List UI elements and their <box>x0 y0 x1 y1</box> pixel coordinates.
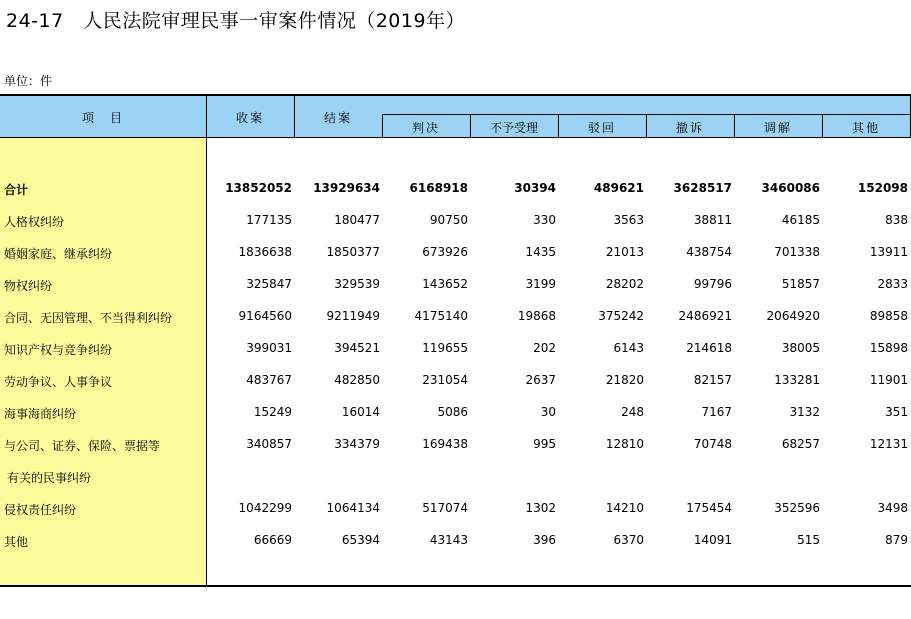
cell-value: 489621 <box>593 181 644 195</box>
unit-label: 单位：件 <box>4 74 53 88</box>
header-judgment: 判决 <box>411 121 440 135</box>
table-row <box>0 498 911 518</box>
cell-value: 51857 <box>781 277 820 291</box>
cell-value: 169438 <box>422 437 468 451</box>
cell-value: 1302 <box>525 501 556 515</box>
cell-value: 175454 <box>686 501 732 515</box>
cell-value: 70748 <box>693 437 732 451</box>
cell-value: 394521 <box>334 341 380 355</box>
cell-value: 3628517 <box>673 181 732 195</box>
cell-value: 65394 <box>341 533 380 547</box>
cell-value: 15898 <box>869 341 908 355</box>
cell-value: 13929634 <box>313 181 380 195</box>
header-mediation: 调解 <box>763 121 792 135</box>
cell-value: 329539 <box>334 277 380 291</box>
cell-value: 1850377 <box>326 245 380 259</box>
cell-value: 3460086 <box>761 181 820 195</box>
cell-value: 43143 <box>429 533 468 547</box>
cell-value: 5086 <box>437 405 468 419</box>
cell-value: 9164560 <box>238 309 292 323</box>
cell-value: 1435 <box>525 245 556 259</box>
cell-value: 6143 <box>613 341 644 355</box>
row-label: 合同、无因管理、不当得利纠纷 <box>4 311 173 325</box>
cell-value: 3132 <box>789 405 820 419</box>
cell-value: 99796 <box>693 277 732 291</box>
cell-value: 19868 <box>517 309 556 323</box>
cell-value: 16014 <box>341 405 380 419</box>
cell-value: 1836638 <box>238 245 292 259</box>
cell-value: 351 <box>885 405 908 419</box>
header-accepted: 收案 <box>235 111 264 125</box>
cell-value: 2486921 <box>678 309 732 323</box>
table-row <box>0 274 911 294</box>
cell-value: 133281 <box>774 373 820 387</box>
cell-value: 325847 <box>246 277 292 291</box>
cell-value: 89858 <box>869 309 908 323</box>
table-bottom-rule <box>0 585 911 587</box>
cell-value: 3498 <box>877 501 908 515</box>
row-label: 合计 <box>4 183 29 197</box>
cell-value: 9211949 <box>326 309 380 323</box>
table-row <box>0 306 911 326</box>
cell-value: 21013 <box>605 245 644 259</box>
cell-value: 202 <box>533 341 556 355</box>
cell-value: 13911 <box>869 245 908 259</box>
row-label: 侵权责任纠纷 <box>4 503 77 517</box>
cell-value: 3563 <box>613 213 644 227</box>
cell-value: 143652 <box>422 277 468 291</box>
cell-value: 90750 <box>429 213 468 227</box>
cell-value: 214618 <box>686 341 732 355</box>
row-label: 其他 <box>4 535 29 549</box>
cell-value: 2833 <box>877 277 908 291</box>
cell-value: 119655 <box>422 341 468 355</box>
cell-value: 483767 <box>246 373 292 387</box>
cell-value: 2064920 <box>766 309 820 323</box>
cell-value: 180477 <box>334 213 380 227</box>
cell-value: 3199 <box>525 277 556 291</box>
cell-value: 879 <box>885 533 908 547</box>
cell-value: 2637 <box>525 373 556 387</box>
row-label: 海事海商纠纷 <box>4 407 77 421</box>
table-row <box>0 434 911 454</box>
header-withdrawn: 撤诉 <box>675 121 704 135</box>
table-row <box>0 242 911 262</box>
header-closed: 结案 <box>323 111 352 125</box>
cell-value: 482850 <box>334 373 380 387</box>
cell-value: 21820 <box>605 373 644 387</box>
row-label: 与公司、证券、保险、票据等 <box>4 439 161 453</box>
cell-value: 38811 <box>693 213 732 227</box>
table-row <box>0 210 911 230</box>
cell-value: 13852052 <box>225 181 292 195</box>
cell-value: 330 <box>533 213 556 227</box>
table-row <box>0 370 911 390</box>
cell-value: 340857 <box>246 437 292 451</box>
table-row <box>0 338 911 358</box>
row-label: 劳动争议、人事争议 <box>4 375 113 389</box>
cell-value: 701338 <box>774 245 820 259</box>
cell-value: 1042299 <box>238 501 292 515</box>
cell-value: 248 <box>621 405 644 419</box>
table-row-total <box>0 178 911 198</box>
cell-value: 6168918 <box>409 181 468 195</box>
table-row <box>0 530 911 550</box>
cell-value: 838 <box>885 213 908 227</box>
row-label: 婚姻家庭、继承纠纷 <box>4 247 113 261</box>
cell-value: 995 <box>533 437 556 451</box>
cell-value: 334379 <box>334 437 380 451</box>
cell-value: 396 <box>533 533 556 547</box>
cell-value: 82157 <box>693 373 732 387</box>
cell-value: 375242 <box>598 309 644 323</box>
table-row <box>0 402 911 422</box>
cell-value: 12810 <box>605 437 644 451</box>
row-label: 物权纠纷 <box>4 279 53 293</box>
cell-value: 12131 <box>869 437 908 451</box>
cell-value: 68257 <box>781 437 820 451</box>
cell-value: 673926 <box>422 245 468 259</box>
page-title: 24-17 人民法院审理民事一审案件情况（2019年） <box>6 10 466 32</box>
cell-value: 4175140 <box>414 309 468 323</box>
cell-value: 15249 <box>253 405 292 419</box>
cell-value: 1064134 <box>326 501 380 515</box>
row-label: 知识产权与竞争纠纷 <box>4 343 113 357</box>
cell-value: 152098 <box>857 181 908 195</box>
cell-value: 515 <box>797 533 820 547</box>
cell-value: 231054 <box>422 373 468 387</box>
cell-value: 30 <box>540 405 556 419</box>
cell-value: 30394 <box>514 181 556 195</box>
header-other: 其他 <box>851 121 880 135</box>
cell-value: 6370 <box>613 533 644 547</box>
cell-value: 177135 <box>246 213 292 227</box>
cell-value: 352596 <box>774 501 820 515</box>
row-label: 人格权纠纷 <box>4 215 65 229</box>
row-label: 有关的民事纠纷 <box>7 471 92 485</box>
header-not-accepted: 不予受理 <box>489 121 538 135</box>
cell-value: 28202 <box>605 277 644 291</box>
cell-value: 38005 <box>781 341 820 355</box>
cell-value: 7167 <box>701 405 732 419</box>
table-row <box>0 466 911 486</box>
header-item: 项 目 <box>81 111 124 125</box>
cell-value: 438754 <box>686 245 732 259</box>
cell-value: 14210 <box>605 501 644 515</box>
header-rejected: 驳回 <box>587 121 616 135</box>
cell-value: 46185 <box>781 213 820 227</box>
cell-value: 66669 <box>253 533 292 547</box>
cell-value: 399031 <box>246 341 292 355</box>
cell-value: 11901 <box>869 373 908 387</box>
cell-value: 517074 <box>422 501 468 515</box>
cell-value: 14091 <box>693 533 732 547</box>
